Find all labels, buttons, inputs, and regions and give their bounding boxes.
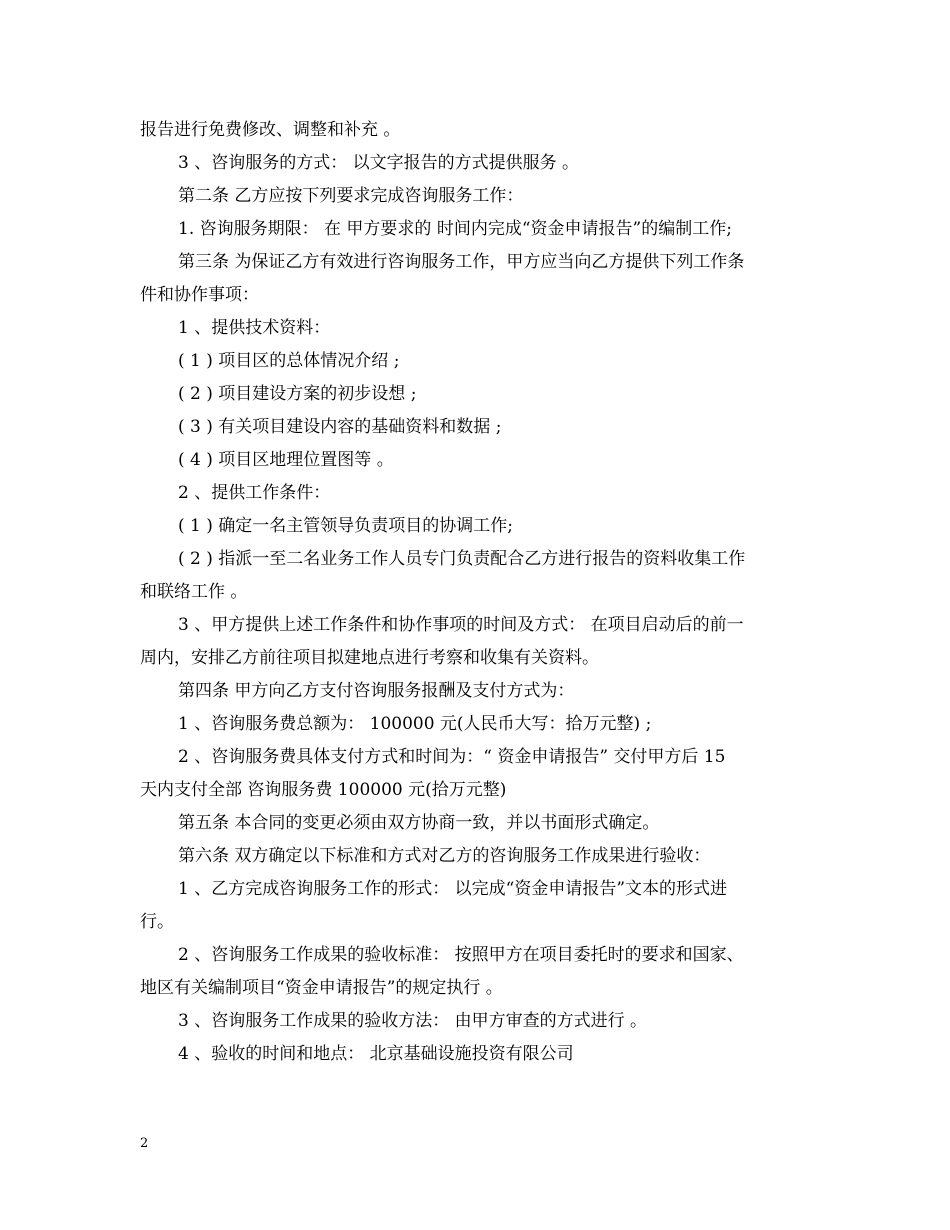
text-line: 第六条 双方确定以下标准和方式对乙方的咨询服务工作成果进行验收：	[178, 846, 711, 866]
text-line: ( 1 ) 确定一名主管领导负责项目的协调工作;	[178, 516, 514, 536]
text-line: ( 4 ) 项目区地理位置图等 。	[178, 450, 394, 470]
text-line: ( 2 ) 指派一至二名业务工作人员专门负责配合乙方进行报告的资料收集工作	[178, 549, 746, 569]
text-line: 件和协作事项：	[140, 285, 259, 305]
text-line: 报告进行免费修改、调整和补充 。	[140, 120, 401, 140]
text-line: 3 、咨询服务的方式： 以文字报告的方式提供服务 。	[178, 153, 580, 173]
text-line: 1 、咨询服务费总额为： 100000 元(人民币大写：拾万元整) ;	[178, 714, 652, 734]
text-line: 1 、乙方完成咨询服务工作的形式： 以完成“资金申请报告”文本的形式进	[178, 879, 728, 899]
text-line: 3 、甲方提供上述工作条件和协作事项的时间及方式： 在项目启动后的前一	[178, 615, 744, 635]
text-line: 1. 咨询服务期限： 在 甲方要求的 时间内完成“资金申请报告”的编制工作;	[178, 219, 732, 239]
page-number: 2	[140, 1136, 149, 1151]
text-line: 第二条 乙方应按下列要求完成咨询服务工作：	[178, 186, 524, 206]
text-line: 周内，安排乙方前往项目拟建地点进行考察和收集有关资料。	[140, 648, 599, 668]
text-line: 地区有关编制项目“资金申请报告”的规定执行 。	[140, 978, 503, 998]
text-line: 天内支付全部 咨询服务费 100000 元(拾万元整)	[140, 780, 507, 800]
text-line: 1 、提供技术资料：	[178, 318, 331, 338]
text-line: 第三条 为保证乙方有效进行咨询服务工作，甲方应当向乙方提供下列工作条	[178, 252, 745, 272]
text-line: 2 、提供工作条件：	[178, 483, 331, 503]
text-line: 4 、验收的时间和地点： 北京基础设施投资有限公司	[178, 1044, 574, 1064]
text-line: 第五条 本合同的变更必须由双方协商一致，并以书面形式确定。	[178, 813, 660, 833]
text-line: 第四条 甲方向乙方支付咨询服务报酬及支付方式为：	[178, 681, 575, 701]
text-line: 2 、咨询服务费具体支付方式和时间为：“ 资金申请报告” 交付甲方后 15	[178, 747, 726, 767]
text-line: ( 1 ) 项目区的总体情况介绍 ;	[178, 351, 400, 371]
text-line: 行。	[140, 912, 174, 932]
text-line: 2 、咨询服务工作成果的验收标准： 按照甲方在项目委托时的要求和国家、	[178, 945, 744, 965]
text-line: ( 2 ) 项目建设方案的初步设想 ;	[178, 384, 417, 404]
document-body	[140, 114, 820, 1071]
text-line: 和联络工作 。	[140, 582, 248, 602]
text-line: 3 、咨询服务工作成果的验收方法： 由甲方审查的方式进行 。	[178, 1011, 648, 1031]
text-line: ( 3 ) 有关项目建设内容的基础资料和数据 ;	[178, 417, 502, 437]
